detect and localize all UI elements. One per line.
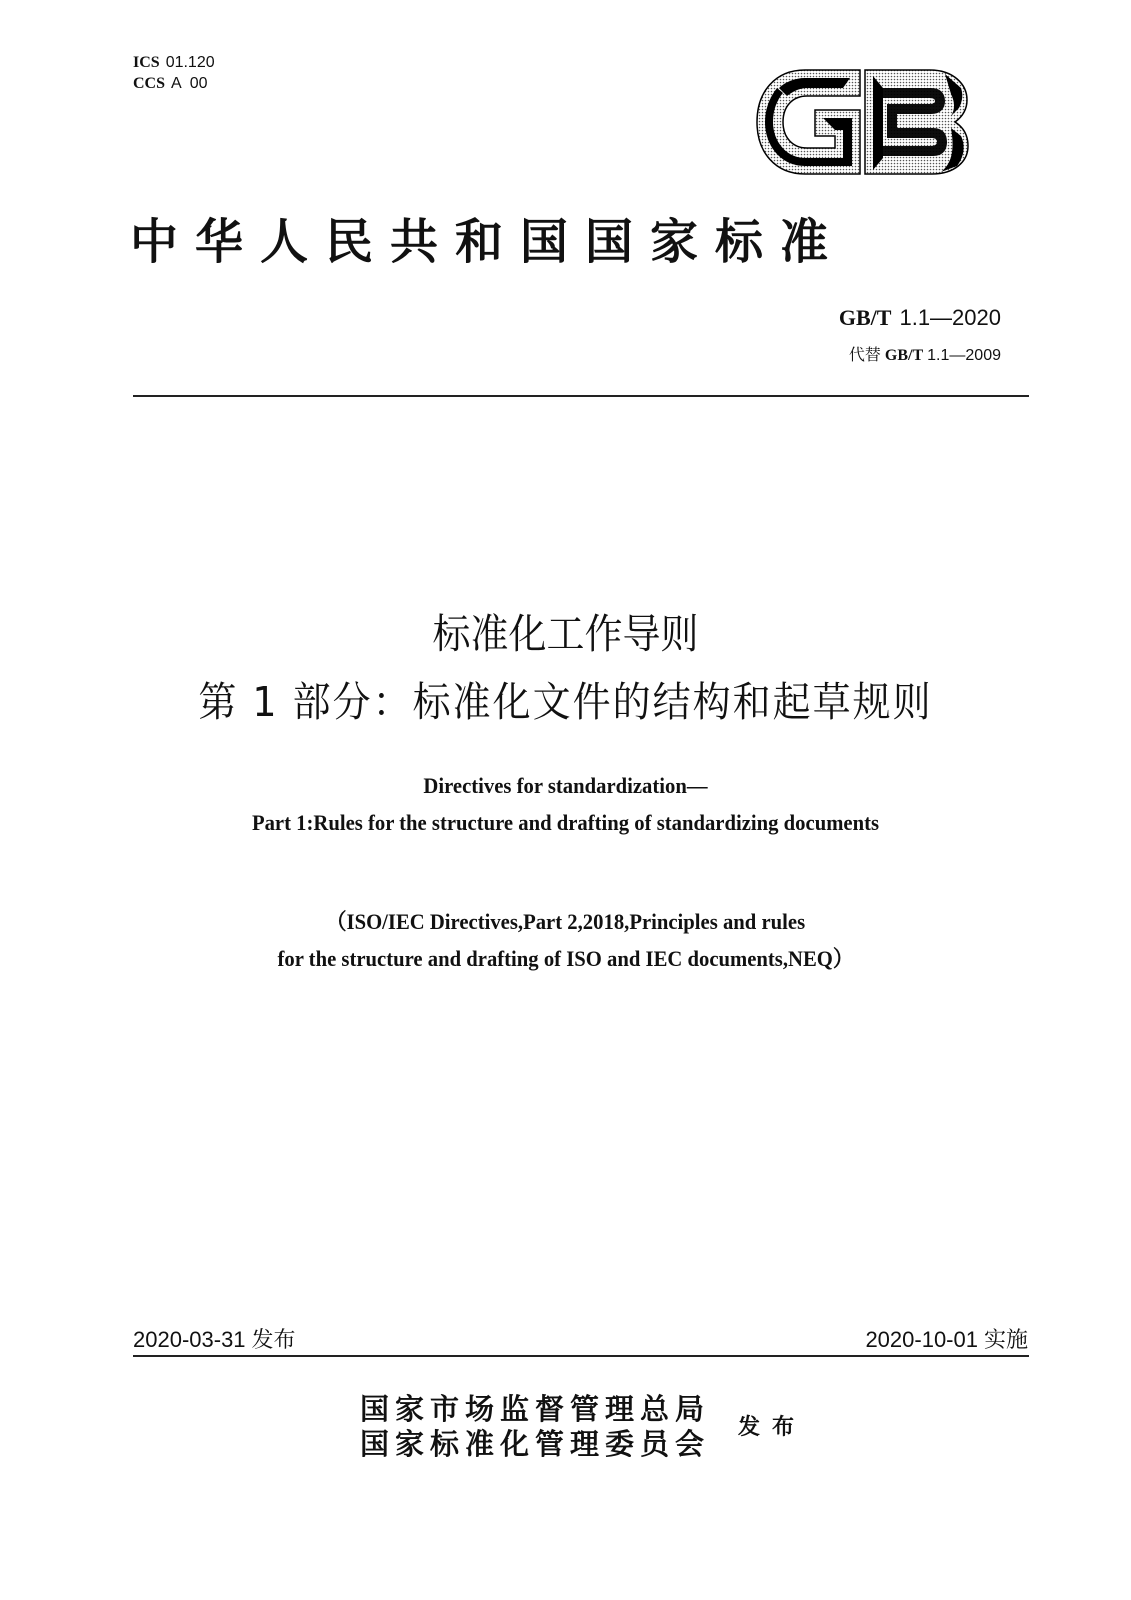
gb-logo-icon bbox=[755, 66, 970, 178]
publish-date: 2020-03-31 发布 bbox=[133, 1327, 296, 1353]
standard-number: GB/T 1.1—2020 bbox=[838, 305, 1001, 330]
ics-code: ICS 01.120 bbox=[133, 54, 215, 71]
issuing-organizations bbox=[360, 1392, 710, 1462]
implementation-date: 2020-10-01 实施 bbox=[865, 1327, 1028, 1353]
header-divider bbox=[133, 395, 1029, 397]
english-title-line-1: Directives for standardization— bbox=[423, 773, 708, 798]
issuer-sac: 国家标准化管理委员会 bbox=[360, 1427, 711, 1461]
equivalence-line-2: for the structure and drafting of ISO and IEC documents,NEQ） bbox=[277, 946, 854, 971]
issuer-samr: 国家市场监督管理总局 bbox=[360, 1392, 711, 1426]
chinese-title-line-1: 标准化工作导则 bbox=[432, 610, 699, 658]
replaces-standard: 代替 GB/T 1.1—2009 bbox=[848, 345, 1001, 364]
footer-divider bbox=[133, 1355, 1029, 1357]
english-title-line-2: Part 1:Rules for the structure and drafting of standardizing documents bbox=[251, 810, 880, 835]
classification-codes bbox=[133, 52, 215, 94]
issue-label: 发布 bbox=[738, 1414, 807, 1440]
chinese-title-line-2: 第 1 部分：标准化文件的结构和起草规则 bbox=[198, 678, 933, 726]
ccs-code: CCS A 00 bbox=[133, 75, 208, 92]
equivalence-line-1: （ISO/IEC Directives,Part 2,2018,Principles and rules bbox=[325, 909, 806, 934]
national-standard-heading: 中华人民共和国国家标准 bbox=[130, 214, 846, 270]
